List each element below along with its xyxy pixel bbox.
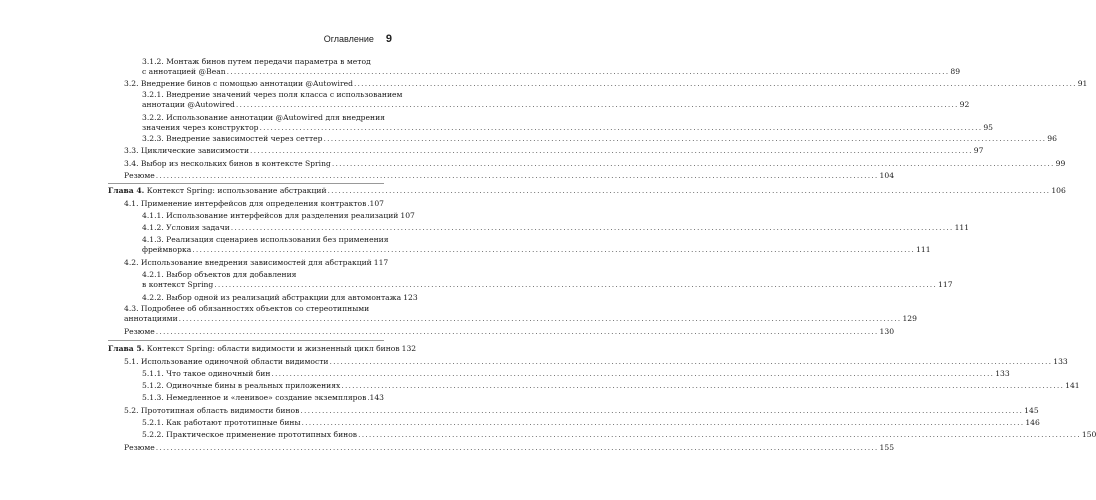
toc-entry-page: 133 [1053, 357, 1068, 366]
toc-entry-title: фреймворка [142, 245, 192, 254]
leader-dots: ........................................................................................................................................................................................................ [230, 223, 954, 232]
toc-entry-page: 155 [879, 443, 895, 452]
toc-entry-first-line: 3.2.1. Внедрение значений через поля класса с использованием [142, 90, 403, 99]
toc-entry[interactable] [142, 429, 1096, 440]
toc-entry-page: 150 [1081, 430, 1096, 439]
leader-dots: ........................................................................................................................................................................................................ [178, 314, 902, 323]
toc-entry[interactable] [142, 368, 1010, 379]
leader-dots: ........................................................................................................................................................................................................ [192, 245, 916, 254]
toc-entry[interactable] [142, 222, 970, 233]
leader-dots: ........................................................................................................................................................................................................ [323, 134, 1047, 143]
toc-entry-title: в контекст Spring [142, 280, 214, 289]
toc-entry[interactable] [124, 313, 917, 324]
toc-entry[interactable] [142, 380, 1080, 391]
leader-dots: ........................................................................................................................................................................................................ [235, 100, 959, 109]
leader-dots: ........................................................................................................................................................................................................ [259, 123, 983, 132]
toc-entry-page: 92 [959, 100, 970, 109]
toc-entry-page: 89 [950, 67, 961, 76]
toc-entry[interactable] [124, 158, 1066, 169]
toc-entry[interactable] [142, 133, 1057, 144]
toc-entry[interactable] [142, 99, 970, 110]
toc-entry[interactable] [142, 292, 418, 303]
leader-dots: ........................................................................................................................................................................................................ [214, 280, 938, 289]
toc-entry-page: 123 [403, 293, 418, 302]
toc-entry[interactable] [124, 326, 895, 337]
toc-entry-title: 5.1.1. Что такое одиночный бин [142, 369, 271, 378]
leader-dots: ........................................................................................................................................................................................................ [353, 79, 1077, 88]
toc-entry[interactable] [142, 122, 993, 133]
toc-entry-page: 146 [1025, 418, 1040, 427]
toc-entry[interactable] [124, 257, 389, 268]
toc-entry-page: 95 [983, 123, 993, 132]
toc-entry-page: 132 [401, 344, 417, 353]
toc-entry[interactable] [124, 78, 1088, 89]
leader-dots: ........................................................................................................................................................................................................ [271, 369, 995, 378]
leader-dots: ........................................................................................................................................................................................................ [341, 381, 1065, 390]
toc-entry-title: 4.1. Применение интерфейсов для определения контрактов [124, 199, 367, 208]
toc-entry-title: аннотациями [124, 314, 178, 323]
toc-entry-page: 91 [1077, 79, 1088, 88]
toc-entry-title: аннотации @Autowired [142, 100, 235, 109]
toc-entry-page: 99 [1055, 159, 1066, 168]
toc-entry[interactable] [124, 145, 984, 156]
toc-entry-title: с аннотацией @Bean [142, 67, 226, 76]
toc-entry[interactable] [124, 170, 895, 181]
toc-entry-page: 106 [1051, 186, 1066, 195]
toc-entry-page: 107 [400, 211, 415, 220]
toc-entry-page: 117 [938, 280, 953, 289]
leader-dots: ........................................................................................................................................................................................................ [358, 430, 1081, 439]
toc-entry-title: 4.1.2. Условия задачи [142, 223, 230, 232]
toc-entry-first-line: 4.3. Подробнее об обязанностях объектов со стереотипными [124, 304, 370, 313]
toc-entry-page: 143 [369, 393, 384, 402]
toc-entry[interactable] [142, 210, 415, 221]
toc-entry[interactable] [142, 279, 953, 290]
toc-chapter-entry[interactable] [108, 185, 1066, 196]
toc-entry-first-line: 3.1.2. Монтаж бинов путем передачи параметра в метод [142, 57, 371, 66]
leader-dots [367, 392, 368, 403]
toc-entry-title: 4.2.2. Выбор одной из реализаций абстракции для автомонтажа [142, 293, 402, 302]
toc-entry-title: 3.3. Циклические зависимости [124, 146, 250, 155]
toc-entry-title: 3.4. Выбор из нескольких бинов в контексте Spring [124, 159, 331, 168]
toc-entry-page: 107 [369, 199, 384, 208]
chapter-divider [108, 340, 384, 341]
toc-entry-title: Контекст Spring: использование абстракций [146, 186, 327, 195]
toc-entry-page: 117 [373, 258, 389, 267]
toc-entry-first-line: 3.2.2. Использование аннотации @Autowired для внедрения [142, 113, 385, 122]
leader-dots: ........................................................................................................................................................................................................ [226, 67, 950, 76]
page-number: 9 [385, 33, 392, 45]
leader-dots: ........................................................................................................................................................................................................ [300, 406, 1024, 415]
toc-entry-page: 96 [1047, 134, 1057, 143]
toc-entry[interactable] [142, 244, 931, 255]
toc-entry[interactable] [142, 417, 1040, 428]
toc-entry[interactable] [124, 405, 1039, 416]
leader-dots [367, 198, 368, 209]
toc-entry-page: 97 [973, 146, 984, 155]
toc-entry-title: 4.1.1. Использование интерфейсов для разделения реализаций [142, 211, 399, 220]
leader-dots: ........................................................................................................................................................................................................ [155, 327, 879, 336]
toc-entry[interactable] [124, 198, 384, 209]
toc-entry[interactable] [124, 442, 895, 453]
toc-entry-title: Резюме [124, 171, 155, 180]
leader-dots: ........................................................................................................................................................................................................ [331, 159, 1055, 168]
toc-entry-first-line: 4.1.3. Реализация сценариев использования без применения [142, 235, 389, 244]
toc-entry-page: 145 [1024, 406, 1039, 415]
toc-entry[interactable] [142, 66, 961, 77]
toc-entry-title: 5.1. Использование одиночной области видимости [124, 357, 329, 366]
toc-entry[interactable] [142, 392, 384, 403]
toc-entry-title: 3.2. Внедрение бинов с помощью аннотации @Autowired [124, 79, 353, 88]
chapter-label: Глава 5. [108, 344, 145, 353]
header-title: Оглавление [323, 34, 374, 44]
toc-entry-page: 104 [879, 171, 895, 180]
toc-entry-page: 133 [995, 369, 1010, 378]
toc-entry-page: 111 [916, 245, 931, 254]
toc-entry-first-line: 4.2.1. Выбор объектов для добавления [142, 270, 297, 279]
toc-entry-page: 111 [954, 223, 970, 232]
toc-entry-title: значения через конструктор [142, 123, 259, 132]
toc-entry-page: 141 [1065, 381, 1080, 390]
leader-dots: ........................................................................................................................................................................................................ [155, 443, 879, 452]
leader-dots: ........................................................................................................................................................................................................ [301, 418, 1025, 427]
toc-entry-title: Резюме [124, 443, 155, 452]
toc-entry-title: 5.2.2. Практическое применение прототипных бинов [142, 430, 358, 439]
leader-dots: ........................................................................................................................................................................................................ [250, 146, 973, 155]
toc-entry-title: 4.2. Использование внедрения зависимостей для абстракций [124, 258, 372, 267]
toc-chapter-entry[interactable] [108, 343, 417, 354]
toc-entry-title: Контекст Spring: области видимости и жизненный цикл бинов [146, 344, 400, 353]
leader-dots: ........................................................................................................................................................................................................ [327, 186, 1051, 195]
toc-entry[interactable] [124, 356, 1068, 367]
chapter-divider [108, 183, 384, 184]
toc-entry-title: 5.1.2. Одиночные бины в реальных приложениях [142, 381, 341, 390]
leader-dots: ........................................................................................................................................................................................................ [329, 357, 1053, 366]
leader-dots: ........................................................................................................................................................................................................ [155, 171, 879, 180]
toc-entry-title: Резюме [124, 327, 155, 336]
toc-entry-title: 3.2.3. Внедрение зависимостей через сеттер [142, 134, 323, 143]
chapter-label: Глава 4. [108, 186, 145, 195]
toc-entry-page: 129 [902, 314, 917, 323]
toc-entry-page: 130 [879, 327, 895, 336]
toc-entry-title: 5.1.3. Немедленное и «ленивое» создание экземпляров [142, 393, 367, 402]
toc-entry-title: 5.2.1. Как работают прототипные бины [142, 418, 301, 427]
toc-entry-title: 5.2. Прототипная область видимости бинов [124, 406, 300, 415]
